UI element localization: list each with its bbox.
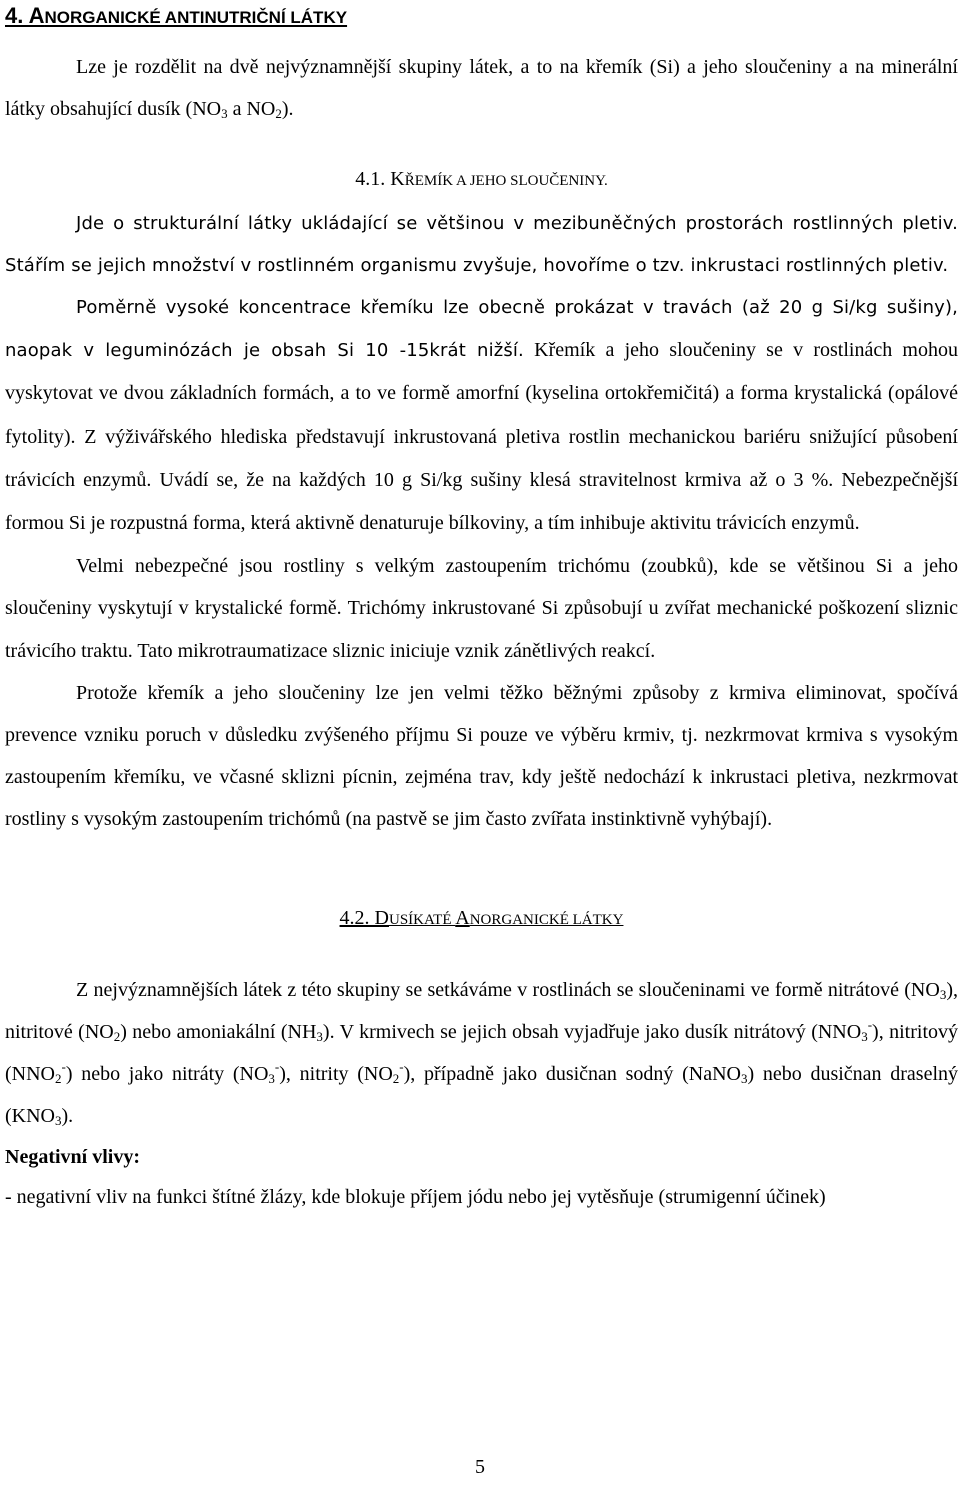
text: ), případně jako dusičnan sodný (NaNO — [403, 1063, 741, 1086]
subscript: 3 — [268, 1071, 275, 1087]
section-title: ŘEMÍK A JEHO SLOUČENINY. — [404, 173, 608, 190]
intro-text: Lze je rozdělit na dvě nejvýznamnější skupiny látek, a to na křemík (Si) a jeho sloučeniny a na minerální látky obsahující dusík (NO — [5, 56, 958, 121]
negative-effects-item: - negativní vliv na funkci štítné žlázy, kde blokuje příjem jódu nebo jej vytěsňuje (strumigenní účinek) — [5, 1185, 826, 1208]
superscript: - — [274, 1059, 280, 1075]
text: ) nebo jako nitráty (NO — [65, 1063, 269, 1086]
text: ), nitritový (NNO — [5, 1021, 959, 1086]
chapter-heading-rest: NORGANICKÉ ANTINUTRIČNÍ LÁTKY — [44, 8, 348, 27]
text: ), nitrity (NO — [279, 1063, 393, 1086]
text: ) nebo amoniakální (NH — [120, 1021, 317, 1044]
intro-paragraph — [5, 46, 958, 130]
subscript: 3 — [55, 1113, 62, 1129]
section-4-2-heading — [5, 897, 958, 941]
document-page — [5, 0, 958, 1218]
subscript: 2 — [275, 106, 282, 122]
section-title: NORGANICKÉ LÁTKY — [469, 911, 624, 928]
subscript: 3 — [221, 106, 228, 122]
text: ), nitritové (NO — [5, 978, 958, 1044]
section-number: 4.1. K — [355, 168, 405, 191]
section-number: 4.2. D — [339, 906, 389, 929]
subscript: 3 — [316, 1029, 323, 1045]
superscript: - — [61, 1059, 66, 1075]
section-title: A — [455, 906, 470, 929]
subscript: 3 — [939, 986, 947, 1002]
subscript: 2 — [392, 1071, 400, 1087]
paragraph-nitrogen — [5, 969, 958, 1138]
text: Z nejvýznamnějších látek z této skupiny se setkáváme v rostlinách se sloučeninami ve formě nitrátové (NO — [76, 978, 940, 1001]
subscript: 3 — [861, 1029, 868, 1045]
page-number: 5 — [475, 1456, 485, 1478]
paragraph-concentration — [5, 287, 958, 545]
intro-text: a NO — [227, 98, 276, 121]
text: ). — [61, 1105, 74, 1128]
sans-text: Poměrně vysoké koncentrace křemíku lze obecně prokázat v travách (až 20 g Si/kg sušiny), naopak v leguminózách je obsah Si 10 -15krát nižší. — [5, 297, 958, 362]
chapter-heading-prefix: 4. A — [5, 3, 45, 28]
paragraph-trichomes: Velmi nebezpečné jsou rostliny s velkým zastoupením trichómu (zoubků), kde se většinou Si a jeho sloučeniny vyskytují v krystalické formě. Trichómy inkrustované Si způsobují u zvířat mechanické poškození sliznic trávicího traktu. Tato mikrotraumatizace sliznic iniciuje vznik zánětlivých reakcí. — [5, 555, 958, 662]
paragraph-structural: Jde o strukturální látky ukládající se většinou v mezibuněčných prostorách rostlinných pletiv. Stářím se jejich množství v rostlinném organismu zvyšuje, hovoříme o tzv. inkrustaci rostlinných pletiv. — [5, 212, 958, 276]
chapter-heading — [5, 0, 958, 30]
text: ) nebo dusičnan draselný (KNO — [5, 1063, 958, 1128]
paragraph-prevention: Protože křemík a jeho sloučeniny lze jen velmi těžko běžnými způsoby z krmiva eliminovat, spočívá prevence vzniku poruch v důsledku zvýšeného příjmu Si pouze ve výběru krmiv, tj. nezkrmovat krmiva s vysokým zastoupením křemíku, ve včasné sklizni pícnin, zejména trav, kdy ještě nedochází k inkrustaci pletiva, nezkrmovat rostliny s vysokým zastoupením trichómů (na pastvě se jim často zvířata instinktivně vyhýbají). — [5, 681, 958, 831]
subscript: 2 — [113, 1029, 121, 1045]
subscript: 3 — [740, 1071, 748, 1087]
negative-effects-title: Negativní vlivy: — [5, 1145, 140, 1168]
section-title: USÍKATÉ — [389, 911, 456, 928]
intro-text: ). — [281, 98, 294, 121]
superscript: - — [867, 1017, 873, 1033]
serif-text: Křemík a jeho sloučeniny se v rostlinách mohou vyskytovat ve dvou základních formách, a to ve formě amorfní (kyselina ortokřemičitá) a forma krystalická (opálové fytolity). — [5, 339, 958, 448]
serif-text: Z výživářského hlediska představují inkrustovaná pletiva rostlin mechanickou bariéru snižující působení trávicích enzymů. Uvádí se, že na každých 10 g Si/kg sušiny klesá stravitelnost krmiva až o 3 %. Nebezpečnější formou Si je rozpustná forma, která aktivně denaturuje bílkoviny, a tím inhibuje aktivitu trávicích enzymů. — [5, 425, 958, 535]
subscript: 2 — [55, 1071, 62, 1087]
superscript: - — [399, 1059, 404, 1075]
text: ). V krmivech se jejich obsah vyjadřuje jako dusík nitrátový (NNO — [322, 1021, 862, 1044]
section-4-1-heading — [5, 158, 958, 202]
